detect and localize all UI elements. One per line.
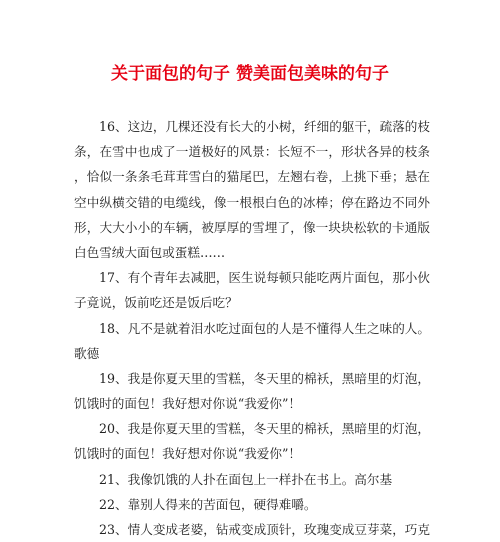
text-line: 饥饿时的面包！我好想对你说“我爱你”！ [74,396,301,412]
text-line: 18、凡不是就着泪水吃过面包的人是不懂得人生之味的人。 [99,320,430,336]
text-line: 子竟说，饭前吃还是饭后吃？ [74,295,238,311]
text-line: 21、我像饥饿的人扑在面包上一样扑在书上。高尔基 [99,471,393,487]
text-line: 22、靠别人得来的苦面包，硬得难嚼。 [99,496,317,512]
text-line: 20、我是你夏天里的雪糕，冬天里的棉袄，黑暗里的灯泡， [99,421,430,437]
text-line: 白色雪绒大面包或蛋糕…… [74,244,226,260]
text-line: 17、有个青年去减肥，医生说每顿只能吃两片面包，那小伙 [99,270,430,286]
text-line: 条，在雪中也成了一道极好的风景：长短不一，形状各异的枝条 [74,144,430,160]
article-body [74,114,430,542]
text-line: 19、我是你夏天里的雪糕，冬天里的棉袄，黑暗里的灯泡， [99,370,430,386]
text-line: 歌德 [74,345,100,361]
text-line: 形，大大小小的车辆，被厚厚的雪埋了，像一块块松软的卡通版 [74,219,430,235]
text-line: 16、这边，几棵还没有长大的小树，纤细的躯干，疏落的枝 [99,119,430,134]
text-line: 23、情人变成老婆，钻戒变成顶针，玫瑰变成豆芽菜，巧克 [99,522,430,537]
article-title: 关于面包的句子 赞美面包美味的句子 [111,64,389,84]
text-line: 饥饿时的面包！我好想对你说“我爱你”！ [74,446,301,462]
text-line: 空中纵横交错的电缆线，像一根根白色的冰棒；停在路边不同外 [74,194,430,210]
text-line: ，恰似一条条毛茸茸雪白的猫尾巴，左翘右卷，上挑下垂；悬在 [74,169,430,185]
